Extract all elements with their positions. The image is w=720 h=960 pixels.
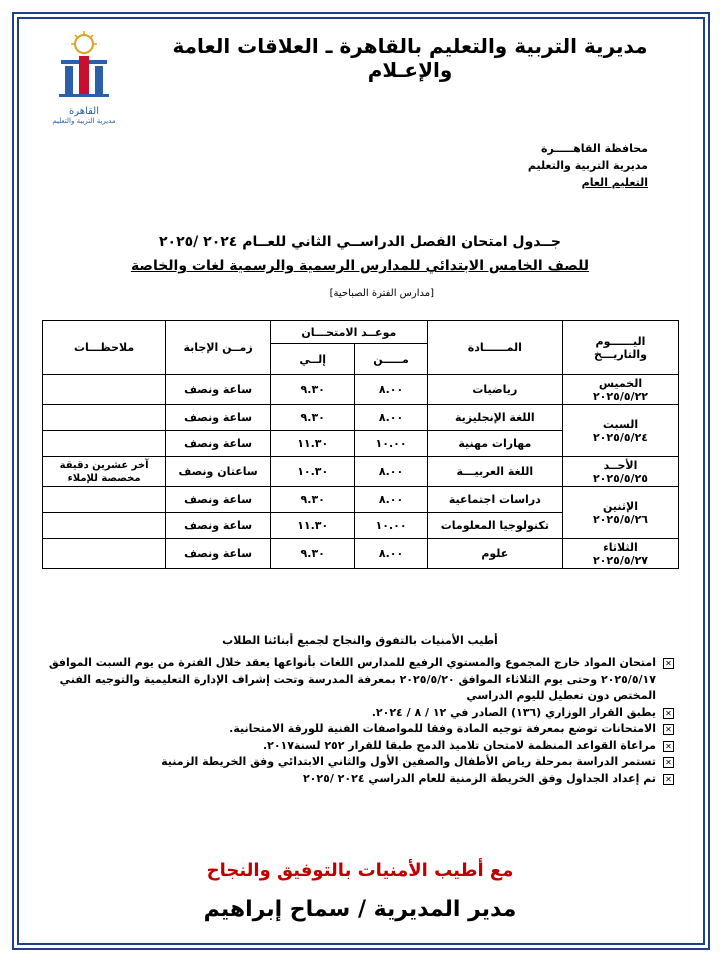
directorate-logo: [36, 30, 132, 130]
duration-cell: ساعتان ونصف: [166, 457, 271, 487]
from-cell: ٨.٠٠: [355, 405, 427, 431]
schedule-titles: [60, 230, 660, 278]
closing-wishes: مع أطيب الأمنيات بالتوفيق والنجاح: [206, 860, 514, 881]
day-name: الثلاثاء: [603, 540, 638, 554]
subject-cell: مهارات مهنية: [427, 431, 562, 457]
instruction-text: الامتحانات توضع بمعرفة توجيه المادة وفقا للمواصفات الفنية للورقة الامتحانية.: [229, 722, 656, 735]
checkbox-x-icon: ✕: [663, 724, 674, 735]
department-line: التعليم العام: [581, 176, 648, 189]
wishes-line: أطيب الأمنيات بالتفوق والنجاح لجميع أبنائنا الطلاب: [222, 634, 498, 647]
subject-cell: علوم: [427, 539, 562, 569]
duration-cell: ساعة ونصف: [166, 487, 271, 513]
day-date: ٢٠٢٥/٥/٢٦: [592, 512, 649, 526]
issuer-header: [528, 140, 648, 191]
table-row: [43, 539, 679, 569]
to-cell: ١٠.٣٠: [270, 457, 354, 487]
to-cell: ٩.٣٠: [270, 539, 354, 569]
instruction-item: [40, 738, 676, 755]
day-date: ٢٠٢٥/٥/٢٧: [592, 553, 649, 567]
instruction-item: [40, 655, 676, 705]
header-to: إلــي: [270, 344, 354, 375]
instruction-item: [40, 721, 676, 738]
instruction-text: امتحان المواد خارج المجموع والمستوي الرفيع للمدارس اللغات بأنواعها يعقد خلال الفترة من يوم السبت الموافق ٢٠٢٥/٥/١٧ وحتى يوم الثلاثاء الموافق ٢٠٢٥/٥/٢٠ بمعرفة المدرسة وتحت إشراف الإدارة التعليمية والتوجيه الفني المختص دون تعطيل لليوم الدراسي: [48, 656, 656, 702]
subject-cell: اللغة الإنجليزية: [427, 405, 562, 431]
checkbox-x-icon: ✕: [663, 658, 674, 669]
note-cell: آخر عشرين دقيقة مخصصة للإملاء: [43, 457, 166, 487]
schedule-title: جــدول امتحان الفصل الدراســي الثاني للعــام ٢٠٢٤ /٢٠٢٥: [158, 234, 562, 250]
note-cell: [43, 513, 166, 539]
instruction-text: مراعاة القواعد المنظمة لامتحان تلاميذ الدمج طبقا للقرار ٢٥٢ لسنة٢٠١٧.: [262, 738, 656, 752]
day-name: الخميس: [598, 376, 643, 390]
day-name: السبت: [602, 417, 639, 431]
header-from: مـــــن: [355, 344, 427, 375]
table-row: [43, 457, 679, 487]
instruction-item: [40, 754, 676, 771]
header-day-label: اليــــــوم والتاريـــخ: [593, 334, 648, 361]
day-cell: [563, 487, 679, 539]
logo-subtitle: مديرية التربية والتعليم: [52, 117, 116, 125]
from-cell: ٨.٠٠: [355, 539, 427, 569]
subject-cell: تكنولوجيا المعلومات: [427, 513, 562, 539]
instruction-item: [40, 771, 676, 788]
header-notes: ملاحظـــات: [43, 321, 166, 375]
instruction-text: تم إعداد الجداول وفق الخريطة الزمنية للعام الدراسي ٢٠٢٤ /٢٠٢٥: [302, 771, 656, 785]
instructions-list: [40, 655, 676, 787]
note-cell: [43, 375, 166, 405]
table-row: [43, 375, 679, 405]
checkbox-x-icon: ✕: [663, 708, 674, 719]
note-cell: [43, 487, 166, 513]
duration-cell: ساعة ونصف: [166, 375, 271, 405]
duration-cell: ساعة ونصف: [166, 539, 271, 569]
logo-emblem-icon: [49, 30, 119, 100]
to-cell: ٩.٣٠: [270, 405, 354, 431]
day-date: ٢٠٢٥/٥/٢٢: [592, 389, 649, 403]
subject-cell: رياضيات: [427, 375, 562, 405]
header-time-group: موعــد الامتحـــان: [270, 321, 427, 344]
note-cell: [43, 405, 166, 431]
from-cell: ١٠.٠٠: [355, 431, 427, 457]
checkbox-x-icon: ✕: [663, 741, 674, 752]
note-cell: [43, 431, 166, 457]
subject-cell: اللغة العربيـــة: [427, 457, 562, 487]
to-cell: ٩.٣٠: [270, 375, 354, 405]
note-cell: [43, 539, 166, 569]
instruction-text: تستمر الدراسة بمرحلة رياض الأطفال والصفين الأول والثاني الابتدائي وفق الخريطة الزمنية: [161, 755, 656, 768]
directorate-line: مديرية التربية والتعليم: [527, 159, 648, 172]
page-banner: مديرية التربية والتعليم بالقاهرة ـ العلاقات العامة والإعـلام: [172, 34, 648, 82]
header-duration: زمــن الإجابة: [166, 321, 271, 375]
day-name: الإثنين: [603, 499, 638, 513]
day-cell: [563, 375, 679, 405]
exam-schedule-table: [42, 320, 679, 569]
to-cell: ٩.٣٠: [270, 487, 354, 513]
header-day: [563, 321, 679, 375]
from-cell: ١٠.٠٠: [355, 513, 427, 539]
duration-cell: ساعة ونصف: [166, 405, 271, 431]
day-cell: [563, 539, 679, 569]
instruction-text: يطبق القرار الوزاري (١٣٦) الصادر في ١٢ / ٨ / ٢٠٢٤.: [371, 705, 656, 719]
checkbox-x-icon: ✕: [663, 757, 674, 768]
logo-city-label: القاهرة: [69, 106, 99, 117]
day-date: ٢٠٢٥/٥/٢٤: [592, 430, 649, 444]
to-cell: ١١.٣٠: [270, 431, 354, 457]
from-cell: ٨.٠٠: [355, 487, 427, 513]
day-cell: [563, 457, 679, 487]
director-signature: مدير المديرية / سماح إبراهيم: [203, 897, 517, 922]
header-subject: المــــــادة: [427, 321, 562, 375]
table-row: [43, 405, 679, 431]
to-cell: ١١.٣٠: [270, 513, 354, 539]
from-cell: ٨.٠٠: [355, 375, 427, 405]
table-row: [43, 487, 679, 513]
day-cell: [563, 405, 679, 457]
schedule-subtitle: للصف الخامس الابتدائي للمدارس الرسمية والرسمية لغات والخاصة: [130, 258, 590, 274]
duration-cell: ساعة ونصف: [166, 431, 271, 457]
checkbox-x-icon: ✕: [663, 774, 674, 785]
period-label: [مدارس الفترة الصباحية]: [329, 288, 434, 299]
from-cell: ٨.٠٠: [355, 457, 427, 487]
day-date: ٢٠٢٥/٥/٢٥: [592, 471, 649, 485]
subject-cell: دراسات اجتماعية: [427, 487, 562, 513]
day-name: الأحــد: [603, 458, 638, 472]
duration-cell: ساعة ونصف: [166, 513, 271, 539]
instruction-item: [40, 705, 676, 722]
governorate-line: محافظة القاهـــــرة: [541, 142, 648, 155]
